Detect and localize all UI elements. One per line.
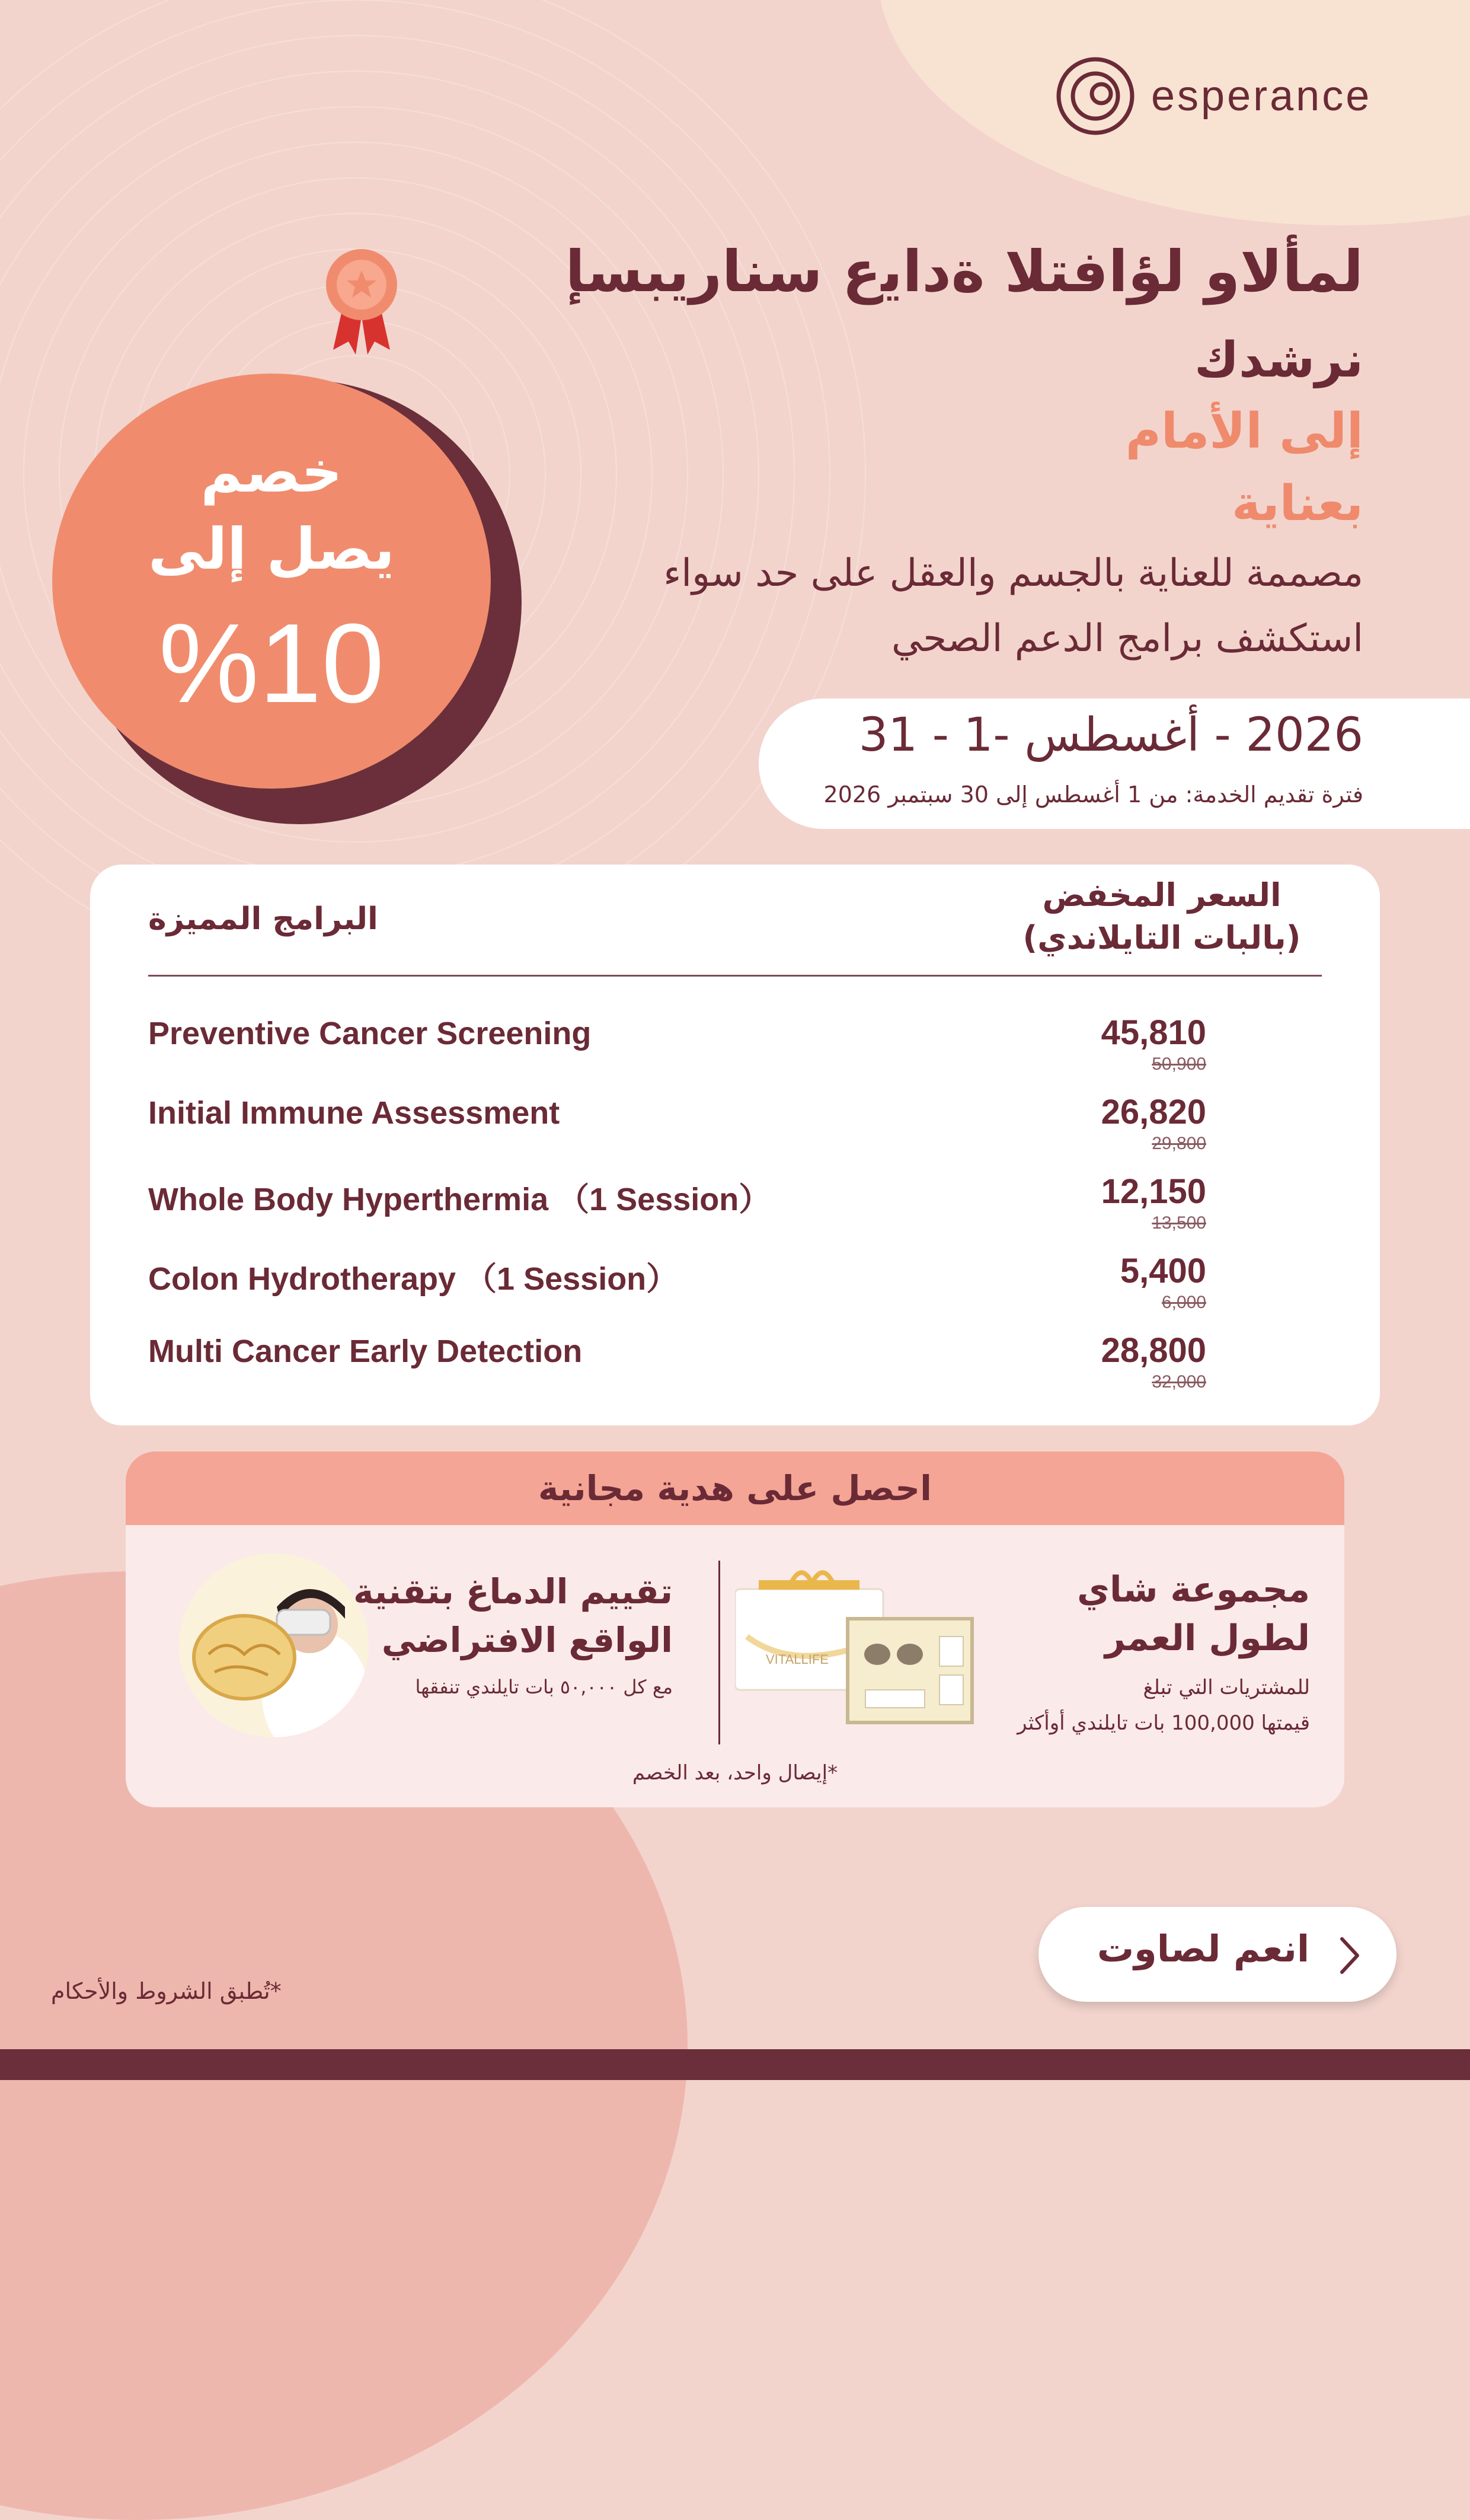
service-period: فترة تقديم الخدمة: من 1 أغسطس إلى 30 سبتمبر 2026 xyxy=(823,781,1363,808)
headline-line-1: لمألاو لؤافتلا ةداﻳع سناريبسإ xyxy=(565,238,1363,305)
table-row-name: Colon Hydrotherapy （1 Session） xyxy=(148,1261,679,1297)
table-row-name: Initial Immune Assessment xyxy=(148,1095,560,1131)
chevron-right-icon[interactable] xyxy=(1331,1932,1367,1979)
price-column-header: السعر المخفض xyxy=(1042,876,1282,914)
award-ribbon-icon xyxy=(320,243,403,356)
programs-column-header: البرامج المميزة xyxy=(148,901,378,937)
tea-set-image xyxy=(735,1548,984,1725)
gift-footnote: *إيصال واحد، بعد الخصم xyxy=(632,1761,838,1785)
tea-set-desc-1: للمشتريات التي تبلغ xyxy=(1143,1676,1310,1699)
contact-button-label[interactable]: انعم لصاوت xyxy=(1097,1927,1310,1970)
table-row-old-price: 32,000 xyxy=(1152,1372,1206,1392)
promo-dates: 2026 - أغسطس -1 - 31 xyxy=(858,709,1363,762)
free-gift-title: احصل على هدية مجانية xyxy=(538,1468,932,1508)
table-row-price: 5,400 xyxy=(1120,1252,1206,1290)
tea-set-title-1: مجموعة شاي xyxy=(1076,1569,1310,1610)
footer-bar xyxy=(0,2049,1470,2080)
discount-value: %10 xyxy=(158,601,385,726)
table-row-price: 28,800 xyxy=(1101,1331,1206,1370)
headline-line-4: بعناية xyxy=(1232,476,1363,532)
table-row-price: 12,150 xyxy=(1101,1172,1206,1211)
table-row-name: Preventive Cancer Screening xyxy=(148,1016,592,1051)
table-row-price: 26,820 xyxy=(1101,1093,1206,1131)
tea-set-desc-2: قيمتها 100,000 بات تايلندي أوأكثر xyxy=(1017,1711,1310,1735)
headline-line-2: نرشدك xyxy=(1194,332,1363,388)
price-column-currency: (بالبات التايلاندي) xyxy=(1022,919,1301,956)
headline-line-3: إلى الأمام xyxy=(1125,403,1363,460)
table-row-old-price: 6,000 xyxy=(1161,1293,1206,1312)
table-row-name: Whole Body Hyperthermia （1 Session） xyxy=(148,1182,771,1217)
table-row-old-price: 50,900 xyxy=(1152,1054,1206,1074)
discount-label-1: خصم xyxy=(200,439,343,505)
tea-set-title-2: لطول العمر xyxy=(1104,1618,1310,1659)
table-row-old-price: 29,800 xyxy=(1152,1134,1206,1153)
subtitle-line-1: مصممة للعناية بالجسم والعقل على حد سواء xyxy=(663,551,1363,595)
subtitle-line-2: استكشف برامج الدعم الصحي xyxy=(891,617,1363,661)
table-row-old-price: 13,500 xyxy=(1152,1213,1206,1233)
concentric-circle-logo-icon xyxy=(1055,56,1136,136)
table-row-price: 45,810 xyxy=(1101,1013,1206,1052)
table-header-divider xyxy=(148,975,1322,977)
discount-label-2: يصل إلى xyxy=(148,516,395,582)
vr-assessment-title-1: تقييم الدماغ بتقنية xyxy=(353,1571,673,1612)
gift-divider xyxy=(718,1561,720,1744)
brand-name: esperance xyxy=(1151,72,1372,120)
table-row-name: Multi Cancer Early Detection xyxy=(148,1334,583,1369)
brand-logo[interactable] xyxy=(1055,55,1372,138)
vr-assessment-desc: مع كل ٥٠,٠٠٠ بات تايلندي تنفقها xyxy=(415,1676,673,1698)
vr-assessment-title-2: الواقع الافتراضي xyxy=(381,1620,673,1660)
vr-brain-image xyxy=(179,1554,369,1737)
svg-text:VITALLIFE: VITALLIFE xyxy=(766,1652,829,1667)
terms-note: *تُطبق الشروط والأحكام xyxy=(51,1978,282,2004)
